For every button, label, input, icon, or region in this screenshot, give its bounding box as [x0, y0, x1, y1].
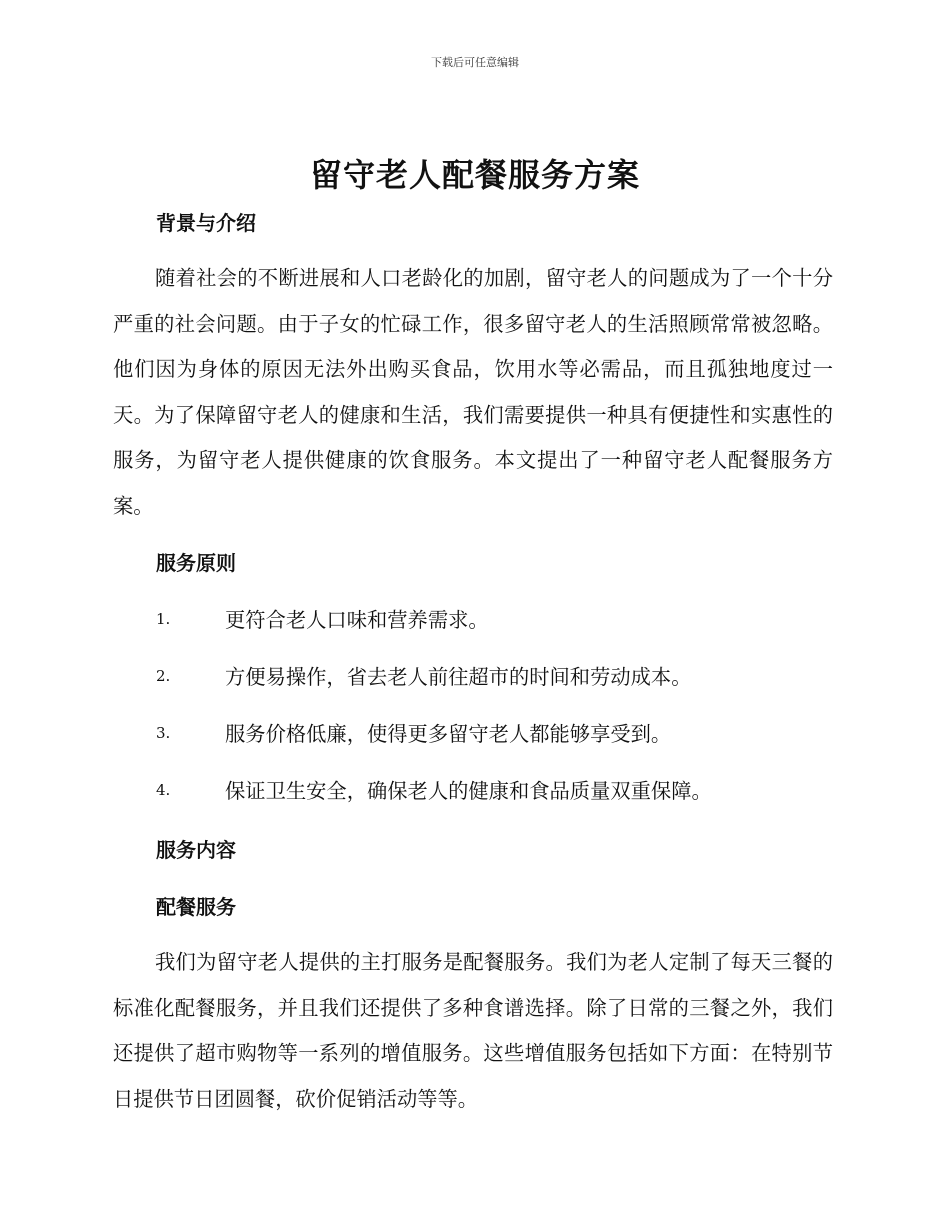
heading-background: 背景与介绍 — [156, 211, 256, 235]
paragraph-meal-service: 我们为留守老人提供的主打服务是配餐服务。我们为老人定制了每天三餐的标准化配餐服务，并且我们还提供了多种食谱选择。除了日常的三餐之外，我们还提供了超市购物等一系列的增值服务。这些增值服务包括如下方面：在特别节日提供节日团圆餐，砍价促销活动等等。 — [113, 950, 833, 1111]
list-number: 4. — [156, 781, 171, 799]
list-text: 服务价格低廉，使得更多留守老人都能够享受到。 — [225, 722, 672, 746]
heading-principles: 服务原则 — [156, 551, 236, 575]
list-text: 保证卫生安全，确保老人的健康和食品质量双重保障。 — [225, 779, 712, 803]
paragraph-background: 随着社会的不断进展和人口老龄化的加剧，留守老人的问题成为了一个十分严重的社会问题。由于子女的忙碌工作，很多留守老人的生活照顾常常被忽略。他们因为身体的原因无法外出购买食品，饮用水等必需品，而且孤独地度过一天。为了保障留守老人的健康和生活，我们需要提供一种具有便捷性和实惠性的服务，为留守老人提供健康的饮食服务。本文提出了一种留守老人配餐服务方案。 — [113, 266, 833, 518]
list-number: 2. — [156, 667, 171, 685]
page-header-note: 下载后可任意编辑 — [431, 56, 519, 69]
heading-service-content: 服务内容 — [156, 838, 236, 862]
list-item — [0, 604, 900, 634]
list-item — [0, 718, 900, 748]
list-text: 更符合老人口味和营养需求。 — [225, 608, 489, 632]
list-number: 1. — [156, 610, 171, 628]
document-title: 留守老人配餐服务方案 — [309, 156, 640, 194]
list-item — [0, 775, 900, 805]
list-number: 3. — [156, 724, 171, 742]
list-item — [0, 661, 900, 691]
heading-meal-service: 配餐服务 — [156, 895, 236, 919]
list-text: 方便易操作，省去老人前往超市的时间和劳动成本。 — [225, 665, 692, 689]
